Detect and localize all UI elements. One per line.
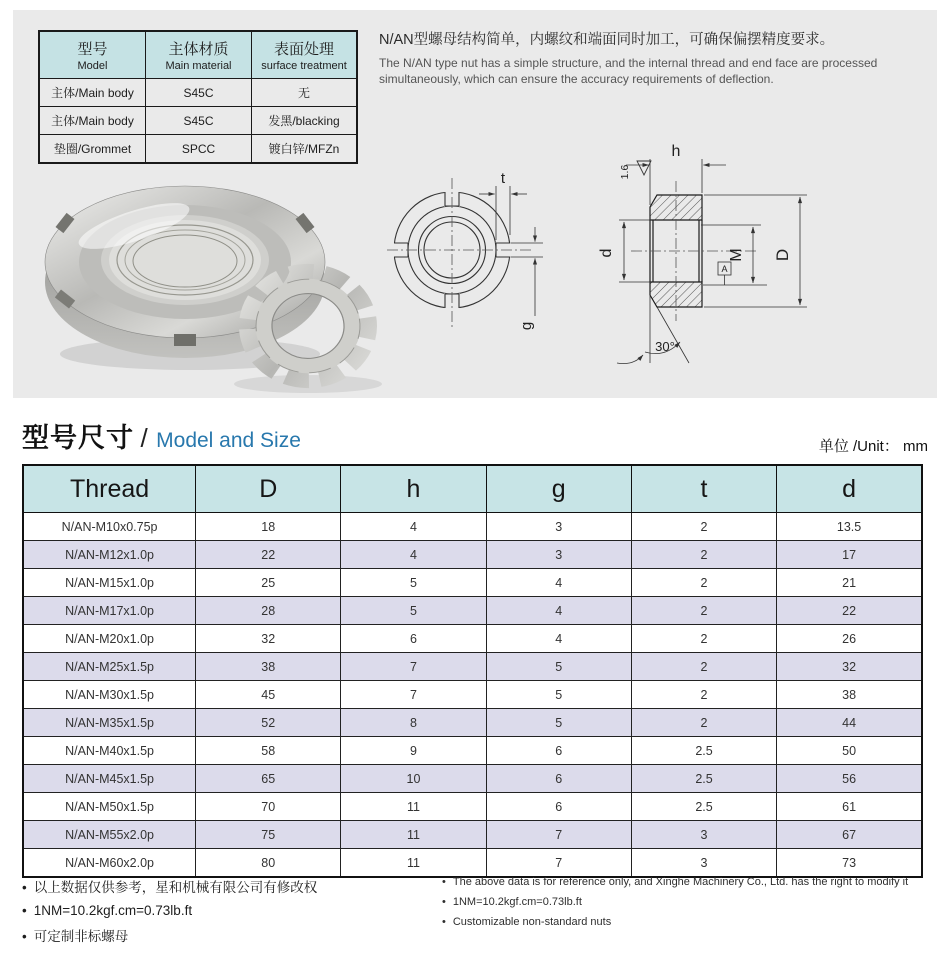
table-row: [23, 793, 922, 821]
note-text: Customizable non-standard nuts: [452, 916, 612, 928]
value-cell: 7: [341, 653, 486, 681]
value-cell: 11: [341, 793, 486, 821]
bullet-icon: •: [442, 896, 446, 908]
col-header-t: t: [631, 465, 776, 513]
table-header-row: [23, 465, 922, 513]
col-header-g: g: [486, 465, 631, 513]
value-cell: 6: [486, 793, 631, 821]
table-row: [23, 625, 922, 653]
notes-zh: [22, 876, 442, 952]
section-view-drawing: [595, 135, 880, 380]
note-text: 以上数据仅供参考，星和机械有限公司有修改权: [33, 880, 318, 895]
table-row: [39, 107, 357, 135]
value-cell: 5: [341, 569, 486, 597]
header-zh: 表面处理: [273, 41, 334, 58]
thread-cell: N/AN-M50x1.5p: [23, 793, 196, 821]
thread-cell: N/AN-M55x2.0p: [23, 821, 196, 849]
bullet-icon: •: [22, 880, 27, 895]
table-row: [23, 541, 922, 569]
header-en: Main material: [165, 60, 232, 72]
product-description: [379, 28, 937, 88]
table-row: [23, 737, 922, 765]
value-cell: 65: [196, 765, 341, 793]
table-row: [23, 513, 922, 541]
thread-cell: N/AN-M17x1.0p: [23, 597, 196, 625]
bullet-icon: •: [442, 916, 446, 928]
header-zh: 型号: [77, 41, 108, 58]
thread-cell: N/AN-M25x1.5p: [23, 653, 196, 681]
value-cell: 17: [777, 541, 922, 569]
table-row: [39, 135, 357, 164]
mat-cell: SPCC: [146, 135, 252, 164]
note-item: [442, 876, 923, 888]
value-cell: 26: [777, 625, 922, 653]
size-table-body: [23, 513, 922, 878]
dim-label-D: D: [773, 248, 792, 262]
value-cell: 2: [631, 541, 776, 569]
value-cell: 5: [486, 681, 631, 709]
value-cell: 44: [777, 709, 922, 737]
value-cell: 22: [196, 541, 341, 569]
thread-cell: N/AN-M20x1.0p: [23, 625, 196, 653]
note-item: [22, 876, 442, 896]
value-cell: 11: [341, 821, 486, 849]
value-cell: 2.5: [631, 737, 776, 765]
value-cell: 32: [777, 653, 922, 681]
col-header-d: d: [777, 465, 922, 513]
value-cell: 45: [196, 681, 341, 709]
front-view-drawing: [385, 160, 563, 365]
value-cell: 2: [631, 681, 776, 709]
value-cell: 56: [777, 765, 922, 793]
value-cell: 2.5: [631, 793, 776, 821]
roughness-icon: [637, 161, 651, 175]
dim-label-d: d: [598, 248, 615, 258]
value-cell: 3: [486, 513, 631, 541]
mat-cell: S45C: [146, 79, 252, 107]
bullet-icon: •: [22, 903, 27, 918]
value-cell: 4: [486, 569, 631, 597]
value-cell: 7: [486, 821, 631, 849]
note-item: [442, 916, 923, 928]
value-cell: 2: [631, 569, 776, 597]
note-item: [22, 925, 442, 945]
mat-cell: 主体/Main body: [39, 107, 146, 135]
notes-en: [442, 876, 923, 952]
tab-washer-image: [242, 266, 375, 385]
value-cell: 6: [341, 625, 486, 653]
table-row: [23, 569, 922, 597]
value-cell: 4: [486, 597, 631, 625]
thread-cell: N/AN-M30x1.5p: [23, 681, 196, 709]
table-row: [23, 709, 922, 737]
value-cell: 8: [341, 709, 486, 737]
top-panel: [13, 10, 937, 398]
value-cell: 6: [486, 737, 631, 765]
value-cell: 11: [341, 849, 486, 878]
dim-label-m: M: [728, 248, 745, 262]
dim-label-h: h: [671, 143, 681, 160]
value-cell: 22: [777, 597, 922, 625]
section-title-row: [22, 416, 928, 460]
thread-cell: N/AN-M35x1.5p: [23, 709, 196, 737]
value-cell: 5: [486, 653, 631, 681]
header-en: surface treatment: [261, 60, 347, 72]
value-cell: 4: [341, 513, 486, 541]
lock-nut-image: [45, 186, 325, 358]
roughness-value: 1.6: [619, 164, 631, 180]
section-title-zh: 型号尺寸: [22, 423, 134, 453]
thread-cell: N/AN-M10x0.75p: [23, 513, 196, 541]
description-zh: N/AN型螺母结构简单，内螺纹和端面同时加工，可确保偏摆精度要求。: [379, 32, 835, 48]
mat-cell: 镀白锌/MFZn: [252, 135, 358, 164]
value-cell: 9: [341, 737, 486, 765]
dim-label-t: t: [500, 170, 506, 187]
unit-label: 单位 /Unit： mm: [818, 438, 928, 455]
value-cell: 3: [486, 541, 631, 569]
col-header-h: h: [341, 465, 486, 513]
value-cell: 52: [196, 709, 341, 737]
value-cell: 7: [341, 681, 486, 709]
value-cell: 5: [486, 709, 631, 737]
mat-header-model: [39, 31, 146, 79]
mat-cell: 主体/Main body: [39, 79, 146, 107]
mat-header-surface: [252, 31, 358, 79]
mat-cell: 发黑/blacking: [252, 107, 358, 135]
value-cell: 70: [196, 793, 341, 821]
value-cell: 32: [196, 625, 341, 653]
value-cell: 50: [777, 737, 922, 765]
footnotes: [22, 876, 923, 952]
mat-cell: 无: [252, 79, 358, 107]
title-slash: /: [140, 423, 148, 453]
value-cell: 58: [196, 737, 341, 765]
value-cell: 38: [777, 681, 922, 709]
size-table: [22, 464, 923, 878]
angle-label: 30°: [655, 339, 675, 354]
value-cell: 2: [631, 653, 776, 681]
value-cell: 2.5: [631, 765, 776, 793]
table-row: [23, 821, 922, 849]
thread-cell: N/AN-M40x1.5p: [23, 737, 196, 765]
table-row: [23, 765, 922, 793]
materials-table: [38, 30, 358, 164]
thread-cell: N/AN-M12x1.0p: [23, 541, 196, 569]
value-cell: 10: [341, 765, 486, 793]
header-en: Model: [77, 60, 108, 72]
section-title-en: Model and Size: [156, 429, 301, 452]
value-cell: 5: [341, 597, 486, 625]
value-cell: 3: [631, 821, 776, 849]
value-cell: 67: [777, 821, 922, 849]
value-cell: 80: [196, 849, 341, 878]
product-photo: [30, 168, 390, 396]
table-row: [23, 653, 922, 681]
dim-label-g: g: [518, 321, 535, 331]
value-cell: 4: [486, 625, 631, 653]
value-cell: 21: [777, 569, 922, 597]
table-row: [23, 597, 922, 625]
col-header-D: D: [196, 465, 341, 513]
value-cell: 75: [196, 821, 341, 849]
value-cell: 6: [486, 765, 631, 793]
value-cell: 61: [777, 793, 922, 821]
datum-label: A: [721, 264, 728, 274]
bullet-icon: •: [442, 876, 446, 888]
table-row: [23, 849, 922, 878]
table-row: [39, 31, 357, 79]
mat-header-material: [146, 31, 252, 79]
note-text: 1NM=10.2kgf.cm=0.73lb.ft: [33, 903, 193, 918]
header-zh: 主体材质: [168, 41, 229, 58]
note-text: 可定制非标螺母: [33, 929, 129, 944]
value-cell: 38: [196, 653, 341, 681]
thread-cell: N/AN-M15x1.0p: [23, 569, 196, 597]
value-cell: 2: [631, 625, 776, 653]
value-cell: 28: [196, 597, 341, 625]
note-text: The above data is for reference only, and Xinghe Machinery Co., Ltd. has the right to modify it: [452, 876, 909, 888]
value-cell: 13.5: [777, 513, 922, 541]
note-item: [22, 903, 442, 918]
value-cell: 2: [631, 709, 776, 737]
note-item: [442, 896, 923, 908]
thread-cell: N/AN-M45x1.5p: [23, 765, 196, 793]
value-cell: 4: [341, 541, 486, 569]
table-row: [23, 681, 922, 709]
value-cell: 3: [631, 849, 776, 878]
description-en: The N/AN type nut has a simple structure, and the internal thread and end face are processed simultaneously, which can ensure the accuracy requirements of deflection.: [379, 56, 878, 86]
mat-cell: S45C: [146, 107, 252, 135]
thread-cell: N/AN-M60x2.0p: [23, 849, 196, 878]
value-cell: 73: [777, 849, 922, 878]
bullet-icon: •: [22, 929, 27, 944]
value-cell: 2: [631, 513, 776, 541]
mat-cell: 垫圈/Grommet: [39, 135, 146, 164]
value-cell: 18: [196, 513, 341, 541]
value-cell: 2: [631, 597, 776, 625]
value-cell: 7: [486, 849, 631, 878]
col-header-thread: Thread: [23, 465, 196, 513]
table-row: [39, 79, 357, 107]
value-cell: 25: [196, 569, 341, 597]
note-text: 1NM=10.2kgf.cm=0.73lb.ft: [452, 896, 582, 908]
